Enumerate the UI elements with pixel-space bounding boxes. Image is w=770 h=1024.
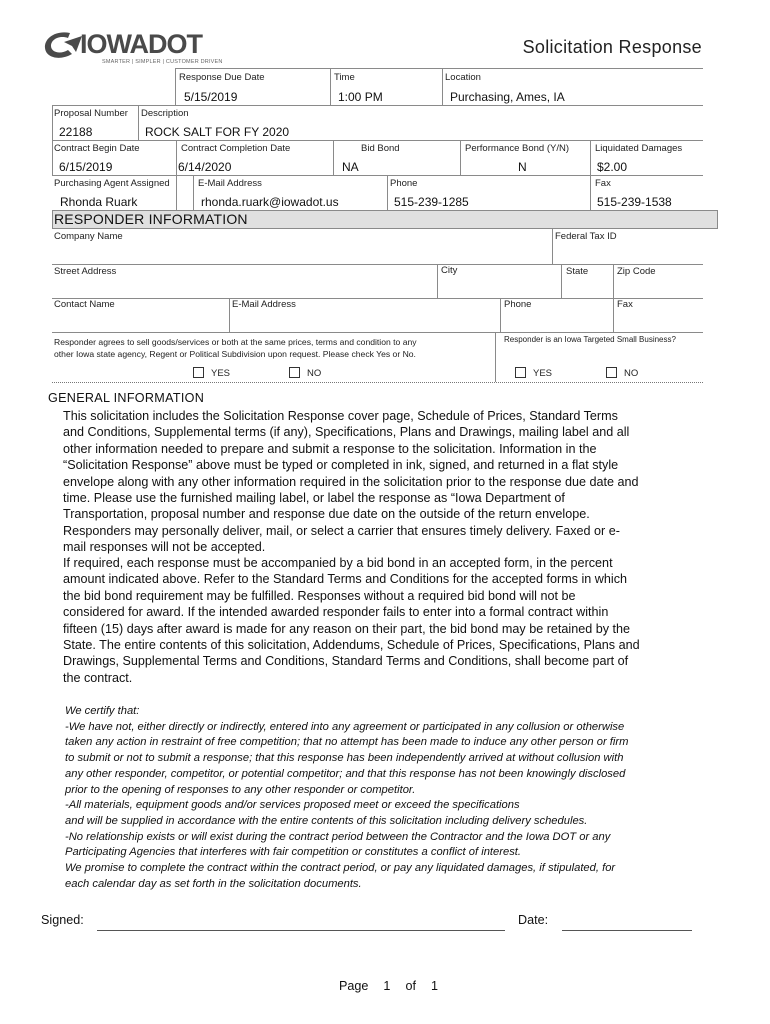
document-title: Solicitation Response [522,37,702,57]
liquidated-damages-value: $2.00 [597,160,628,174]
description-label: Description [141,108,189,119]
page-number: 1 [383,979,391,993]
responder-section-bar [52,210,718,229]
proposal-number-label: Proposal Number [54,108,128,119]
city-label: City [441,265,458,276]
responder-email-label: E-Mail Address [232,299,296,310]
responder-fax-field[interactable] [617,312,702,330]
text-line: other information needed to prepare and submit a response to the solicitation. Information in the [63,441,597,456]
text-line: Drawings, Supplemental Terms and Conditions, Standard Terms and Conditions, shall become part of [63,654,629,669]
general-information-heading: GENERAL INFORMATION [48,391,205,405]
page-indicator [339,979,438,993]
cert-line: We promise to complete the contract within the contract period, or pay any liquidated damages, if stipulated, for [65,862,616,875]
agent-fax-label: Fax [595,178,611,189]
agree-statement-line-2: other Iowa state agency, Regent or Political Subdivision upon request. Please check Yes or No. [54,349,416,359]
targeted-small-business-question: Responder is an Iowa Targeted Small Business? [504,335,676,344]
time-value: 1:00 PM [338,90,383,104]
text-line: “Solicitation Response” above must be typed or completed in ink, signed, and returned in a flat style [63,458,619,473]
agent-label: Purchasing Agent Assigned [54,178,170,189]
description-value: ROCK SALT FOR FY 2020 [145,125,290,139]
agree-no-label: NO [307,368,322,379]
text-line: If required, each response must be accompanied by a bid bond in an accepted form, in the percent [63,556,613,570]
agree-yes-label: YES [211,368,231,379]
text-line: time. Please use the furnished mailing label, or label the response as “Iowa Department of [63,491,565,506]
bid-bond-label: Bid Bond [361,143,400,154]
page-total: 1 [430,979,438,993]
cert-line: and will be supplied in accordance with the entire contents of this solicitation including delivery schedules. [65,814,588,827]
iowadot-logo [42,28,223,68]
agent-phone: 515-239-1285 [394,195,469,209]
contract-completion-label: Contract Completion Date [181,143,291,154]
text-line: and Conditions, Supplemental terms (if any), Specifications, Plans and Drawings, mailing label and all [63,425,630,440]
cert-line: prior to the opening of responses to any other responder or competitor. [65,783,416,796]
proposal-number: 22188 [59,125,93,139]
cert-line: -No relationship exists or will exist during the contract period between the Contractor and the Iowa DOT or any [65,830,611,843]
of-label: of [405,979,416,993]
company-name-label: Company Name [54,231,123,242]
certification-block [65,704,715,892]
date-line[interactable] [562,930,692,931]
agree-statement-line-1: Responder agrees to sell goods/services or both at the same prices, terms and condition to any [54,337,417,347]
federal-tax-id-field[interactable] [555,244,701,262]
agent-phone-label: Phone [390,178,418,189]
signed-label: Signed: [41,913,84,927]
page-label: Page [339,979,369,993]
cert-line: -All materials, equipment goods and/or services proposed meet or exceed the specifications [65,799,520,812]
signature-line[interactable] [97,930,505,931]
tsb-yes-label: YES [533,368,553,379]
cert-line: -We have not, either directly or indirectly, entered into any agreement or participated in any collusion or otherwise [65,720,625,733]
contract-begin-label: Contract Begin Date [54,143,140,154]
performance-bond-label: Performance Bond (Y/N) [465,143,570,154]
location-label: Location [445,72,481,83]
contract-completion-date: 6/14/2020 [178,160,232,174]
tsb-yes-checkbox[interactable] [515,367,526,378]
agent-email-label: E-Mail Address [198,178,262,189]
contact-name-label: Contact Name [54,299,115,310]
iowadot-swoosh-icon [42,30,84,62]
text-line: the contract. [63,670,133,685]
bid-bond-value: NA [342,160,359,174]
text-line: envelope along with any other information required in the solicitation prior to the response due date and [63,474,639,489]
cert-line: any other responder, competitor, or potential competitor; and that this response has not been knowingly disclosed [65,767,626,780]
liquidated-damages-label: Liquidated Damages [595,143,683,154]
cert-line: to submit or not to submit a response; that this response has been independently arrived at without collusion with [65,752,624,765]
text-line: amount indicated above. Refer to the Standard Terms and Conditions for the accepted forms in which [63,572,628,587]
tsb-no-checkbox[interactable] [606,367,617,378]
responder-phone-label: Phone [504,299,532,310]
state-field[interactable] [565,279,610,297]
text-line: State. The entire contents of this solicitation, Addendums, Schedule of Prices, Specifications, Plans and [63,638,640,653]
response-due-date: 5/15/2019 [184,90,238,104]
date-label: Date: [518,913,549,927]
contract-begin-date: 6/15/2019 [59,160,113,174]
text-line: This solicitation includes the Solicitation Response cover page, Schedule of Prices, Standard Terms [63,409,618,423]
agent-name: Rhonda Ruark [60,195,138,209]
agent-email: rhonda.ruark@iowadot.us [201,195,339,209]
responder-phone-field[interactable] [504,312,610,330]
cert-line: each calendar day as set forth in the solicitation documents. [65,877,362,890]
response-due-date-label: Response Due Date [179,72,265,83]
responder-fax-label: Fax [617,299,633,310]
agree-yes-checkbox[interactable] [193,367,204,378]
cert-line: We certify that: [65,705,140,717]
text-line: mail responses will not be accepted. [63,540,266,555]
company-name-field[interactable] [54,244,548,262]
cert-line: Participating Agencies that interferes with fair competition or constitutes a conflict of interest. [65,846,522,859]
state-label: State [566,266,589,277]
responder-section-title: RESPONDER INFORMATION [54,211,248,227]
tsb-no-label: NO [624,368,639,379]
street-address-label: Street Address [54,266,117,277]
logo-text: IOWADOT [80,29,202,59]
agent-fax: 515-239-1538 [597,195,672,209]
agree-statement [54,336,417,360]
federal-tax-id-label: Federal Tax ID [555,231,617,242]
logo-tagline: SMARTER | SIMPLER | CUSTOMER DRIVEN [102,59,223,65]
responder-email-field[interactable] [232,312,497,330]
text-line: fifteen (15) days after award is made for any reason on their part, the bid bond may be retained by the [63,621,631,636]
location-value: Purchasing, Ames, IA [450,90,565,104]
zip-code-label: Zip Code [617,266,656,277]
text-line: the bid bond requirement may be fulfilled. Responses without a required bid bond will not be [63,588,576,603]
text-line: Responders may personally deliver, mail, or select a carrier that ensures timely delivery. Faxed or e- [63,523,620,538]
contact-name-field[interactable] [54,312,226,330]
time-label: Time [334,72,355,83]
cert-line: taken any action in restraint of free competition; that no attempt has been made to induce any other person or firm [65,736,629,749]
performance-bond-value: N [518,160,527,174]
zip-code-field[interactable] [617,279,702,297]
street-address-field[interactable] [54,279,434,297]
general-paragraph-2 [63,555,713,686]
city-field[interactable] [441,279,558,297]
general-paragraph-1 [63,408,713,556]
text-line: considered for award. If the intended awarded responder fails to enter into a formal contract within [63,605,609,620]
text-line: Transportation, proposal number and response due date on the outside of the return envelope. [63,507,590,522]
agree-no-checkbox[interactable] [289,367,300,378]
